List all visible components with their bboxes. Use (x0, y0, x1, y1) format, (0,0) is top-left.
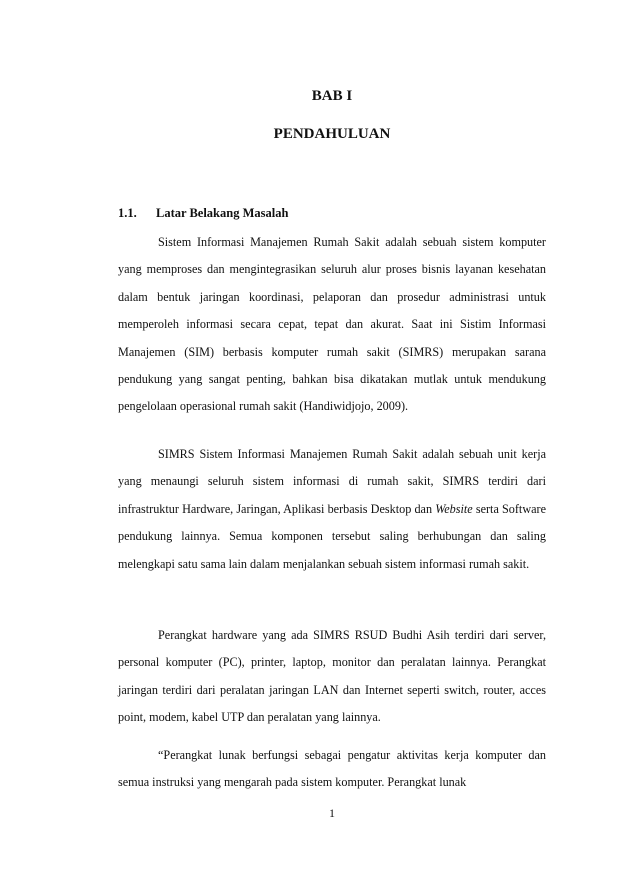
chapter-title: PENDAHULUAN (273, 126, 391, 142)
page-number: 1 (329, 806, 335, 820)
section-number: 1.1. (118, 206, 137, 220)
paragraph-2 (118, 441, 546, 578)
paragraph-2-italic-term: Website (435, 501, 473, 516)
paragraph-2-text-b: serta Software pendukung lainnya. Semua komponen tersebut saling berhubungan dan saling melengkapi satu sama lain dalam menjalankan sebuah sistem informasi rumah sakit. (118, 501, 546, 571)
paragraph-4: “Perangkat lunak berfungsi sebagai pengatur aktivitas kerja komputer dan semua instruksi yang mengarah pada sistem komputer. Perangkat lunak (118, 748, 546, 790)
section-title: Latar Belakang Masalah (156, 206, 289, 220)
chapter-label: BAB I (311, 88, 353, 104)
paragraph-1: Sistem Informasi Manajemen Rumah Sakit adalah sebuah sistem komputer yang memproses dan mengintegrasikan seluruh alur proses bisnis layanan kesehatan dalam bentuk jaringan koordinasi, pelaporan dan prosedur administrasi untuk memperoleh informasi secara cepat, tepat dan akurat. Saat ini Sistim Informasi Manajemen (SIM) berbasis komputer rumah sakit (SIMRS) merupakan sarana pendukung yang sangat penting, bahkan bisa dikatakan mutlak untuk mendukung pengelolaan operasional rumah sakit (Handiwidjojo, 2009). (118, 235, 546, 414)
paragraph-3: Perangkat hardware yang ada SIMRS RSUD Budhi Asih terdiri dari server, personal komputer (PC), printer, laptop, monitor dan peralatan lainnya. Perangkat jaringan terdiri dari peralatan jaringan LAN dan Internet seperti switch, router, acces point, modem, kabel UTP dan peralatan yang lainnya. (118, 628, 546, 725)
paragraph-2-text-a: SIMRS Sistem Informasi Manajemen Rumah Sakit adalah sebuah unit kerja yang menaungi seluruh sistem informasi di rumah sakit, SIMRS terdiri dari infrastruktur Hardware, Jaringan, Aplikasi berbasis Desktop dan (118, 447, 546, 516)
section-heading (118, 206, 288, 221)
